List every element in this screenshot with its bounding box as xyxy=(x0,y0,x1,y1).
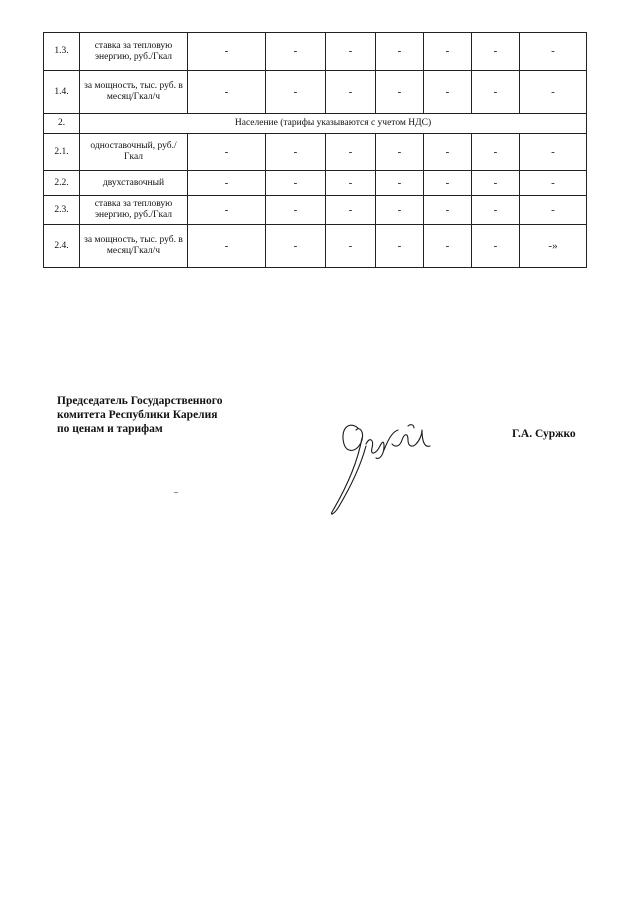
value-cell: - xyxy=(266,171,326,196)
row-label-cell: одноставочный, руб./Гкал xyxy=(80,134,188,171)
value-cell: - xyxy=(520,196,587,225)
value-cell: - xyxy=(424,33,472,71)
value-cell: - xyxy=(424,171,472,196)
row-number-cell: 1.3. xyxy=(44,33,80,71)
value-cell: - xyxy=(326,196,376,225)
value-cell: - xyxy=(266,33,326,71)
table-row xyxy=(44,225,587,268)
tariff-table xyxy=(43,32,587,268)
value-cell: - xyxy=(424,225,472,268)
row-number-cell: 2.1. xyxy=(44,134,80,171)
table-row xyxy=(44,134,587,171)
row-label-cell: ставка за тепловую энергию, руб./Гкал xyxy=(80,33,188,71)
row-number-cell: 1.4. xyxy=(44,71,80,114)
value-cell: - xyxy=(472,196,520,225)
value-cell: - xyxy=(520,71,587,114)
value-cell: - xyxy=(326,71,376,114)
value-cell: - xyxy=(266,196,326,225)
value-cell: - xyxy=(376,134,424,171)
row-number-cell: 2.4. xyxy=(44,225,80,268)
signer-title-line: по ценам и тарифам xyxy=(57,423,163,435)
scan-speck xyxy=(174,492,178,493)
value-cell: -» xyxy=(520,225,587,268)
value-cell: - xyxy=(472,225,520,268)
value-cell: - xyxy=(376,33,424,71)
row-number-cell: 2.2. xyxy=(44,171,80,196)
value-cell: - xyxy=(424,134,472,171)
row-number-cell: 2.3. xyxy=(44,196,80,225)
value-cell: - xyxy=(472,171,520,196)
value-cell: - xyxy=(376,71,424,114)
value-cell: - xyxy=(520,171,587,196)
value-cell: - xyxy=(376,225,424,268)
row-label-cell: ставка за тепловую энергию, руб./Гкал xyxy=(80,196,188,225)
value-cell: - xyxy=(188,225,266,268)
value-cell: - xyxy=(376,196,424,225)
value-cell: - xyxy=(266,134,326,171)
signer-name: Г.А. Суржко xyxy=(512,428,576,440)
row-number-cell: 2. xyxy=(44,114,80,134)
value-cell: - xyxy=(188,33,266,71)
value-cell: - xyxy=(326,33,376,71)
value-cell: - xyxy=(326,225,376,268)
value-cell: - xyxy=(520,134,587,171)
handwritten-signature xyxy=(318,410,438,520)
value-cell: - xyxy=(188,171,266,196)
value-cell: - xyxy=(472,71,520,114)
value-cell: - xyxy=(520,33,587,71)
value-cell: - xyxy=(424,71,472,114)
table-row xyxy=(44,71,587,114)
value-cell: - xyxy=(326,134,376,171)
tariff-table-body xyxy=(44,33,587,268)
value-cell: - xyxy=(424,196,472,225)
value-cell: - xyxy=(188,196,266,225)
value-cell: - xyxy=(188,134,266,171)
value-cell: - xyxy=(188,71,266,114)
table-row xyxy=(44,171,587,196)
value-cell: - xyxy=(326,171,376,196)
row-label-cell: двухставочный xyxy=(80,171,188,196)
value-cell: - xyxy=(266,71,326,114)
table-row xyxy=(44,196,587,225)
value-cell: - xyxy=(266,225,326,268)
value-cell: - xyxy=(472,134,520,171)
signer-title-line: Председатель Государственного xyxy=(57,395,223,407)
signer-title-line: комитета Республики Карелия xyxy=(57,409,218,421)
value-cell: - xyxy=(472,33,520,71)
table-row xyxy=(44,114,587,134)
row-label-cell: за мощность, тыс. руб. в месяц/Гкал/ч xyxy=(80,225,188,268)
section-header-cell: Население (тарифы указываются с учетом НДС) xyxy=(80,114,587,134)
row-label-cell: за мощность, тыс. руб. в месяц/Гкал/ч xyxy=(80,71,188,114)
value-cell: - xyxy=(376,171,424,196)
signer-title xyxy=(57,394,277,436)
table-row xyxy=(44,33,587,71)
